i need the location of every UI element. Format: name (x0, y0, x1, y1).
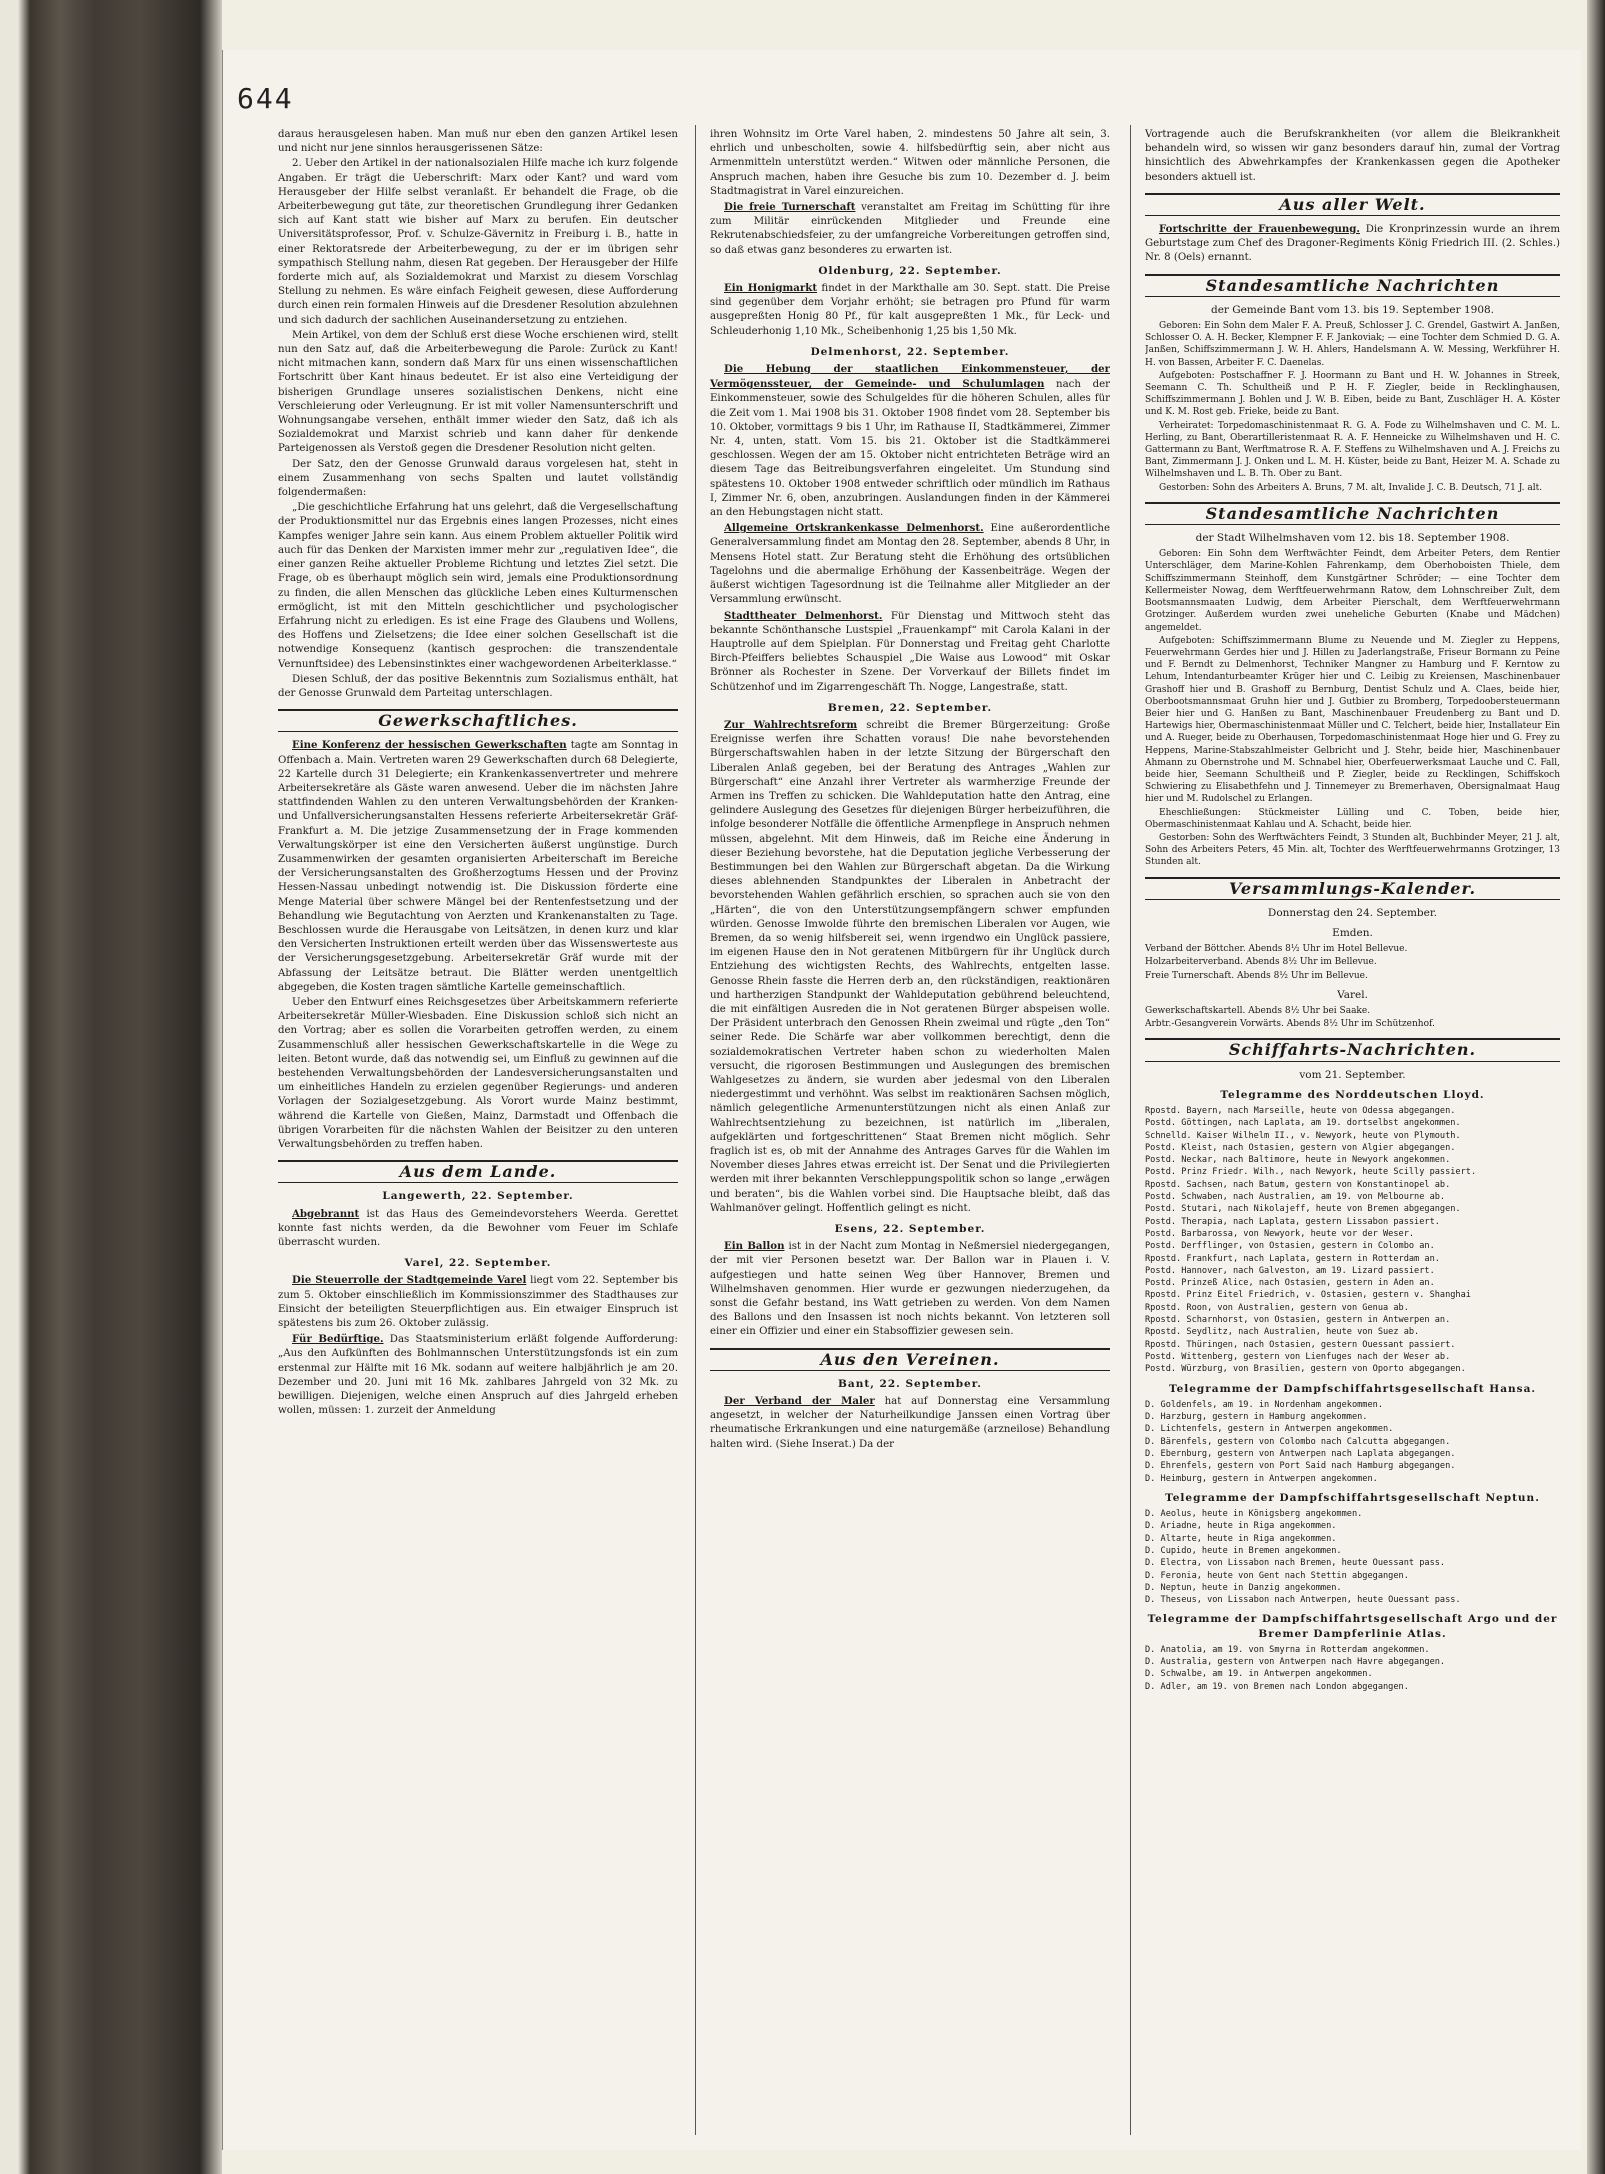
calendar-entry: Gewerkschaftskartell. Abends 8½ Uhr bei Saake. (1145, 1005, 1371, 1016)
article (710, 609, 1110, 695)
ship-entry: Postd. Göttingen, nach Laplata, am 19. dortselbst angekommen. (1145, 1118, 1461, 1129)
ship-entry: Postd. Prinz Friedr. Wilh., nach Newyork, heute Scilly passiert. (1145, 1167, 1477, 1178)
article-text: ist das Haus des Gemeindevorstehers Weerda. Gerettet konnte fast nichts werden, da die Bewohner vom Feuer im Schlafe überrascht wurden. (278, 1208, 678, 1249)
article-text: liegt vom 22. September bis zum 5. Oktober einschließlich im Kommissionszimmer des Stadthauses zur Einsicht der beteiligten Steuerpflichtigen aus. Ein etwaiger Einspruch ist spätestens bis zum 26. Oktober zulässig. (278, 1275, 678, 1330)
article (710, 1394, 1110, 1452)
dateline: Bremen, 22. September. (827, 701, 993, 714)
ship-list (1145, 1105, 1560, 1376)
article-lead: Für Bedürftige. (292, 1333, 384, 1346)
article-lead: Fortschritte der Frauenbewegung. (1159, 223, 1360, 236)
section-heading: Aus den Vereinen. (710, 1348, 1110, 1371)
column-rule (695, 125, 696, 2135)
register-entry: Gestorben: Sohn des Arbeiters A. Bruns, 7 M. alt, Invalide J. C. B. Deutsch, 71 J. alt. (1159, 482, 1543, 493)
ship-entry: Rpostd. Sachsen, nach Batum, gestern von Konstantinopel ab. (1145, 1179, 1451, 1190)
paragraph: Der Satz, den der Genosse Grunwald daraus vorgelesen hat, steht in einem Zusammenhang von sechs Spalten und lautet vollständig folgendermaßen: (278, 458, 678, 499)
dateline: Esens, 22. September. (834, 1223, 986, 1236)
ship-entry: D. Ariadne, heute in Riga angekommen. (1145, 1521, 1337, 1532)
ship-entry: Postd. Würzburg, von Brasilien, gestern von Oporto abgegangen. (1145, 1364, 1466, 1375)
article-text: findet in der Markthalle am 30. Sept. statt. Die Preise sind gegenüber dem Vorjahr erhöht; sie betragen pro Pfund für warm ausgepreßten Honig 80 Pf., für kalt ausgepreßten 1 Mk., für Leck- und Schleuderhonig 1,10 Mk., Scheibenhonig 1,25 bis 1,50 Mk. (710, 283, 1110, 337)
ship-entry: Rpostd. Frankfurt, nach Laplata, gestern in Rotterdam an. (1145, 1253, 1440, 1264)
calendar-entry: Verband der Böttcher. Abends 8½ Uhr im Hotel Bellevue. (1145, 944, 1408, 955)
article-lead: Ein Honigmarkt (724, 282, 818, 295)
paragraph: Mein Artikel, von dem der Schluß erst diese Woche erschienen wird, stellt nun den Satz auf, daß die Arbeiterbewegung die Parole: Zurück zu Kant! nicht mitmachen kann, sondern daß Marx für uns einen wissenschaftlichen Fortschritt über Kant hinaus bedeutet. Er ist also eine Verteidigung der bisherigen Grundlage unseres sozialistischen Denkens, nicht eine Verschleierung oder Verleugnung. Er ist mit voller Namensunterschrift und Wohnungsangabe versehen, enthält immer wieder den Satz, daß ich als Sozialdemokrat und Marxist schrieb und kann daher für denkende Parteigenossen als Verstoß gegen die Dresdener Resolution nicht gelten. (278, 329, 678, 455)
article-text: tagte am Sonntag in Offenbach a. Main. Vertreten waren 29 Gewerkschaften durch 68 Delegierte, 22 Kartelle durch 31 Delegierte; ein Krankenkassenvertreter und mehrere Arbeitersekretäre als Gäste waren anwesend. Ueber die im nächsten Jahre stattfindenden Wahlen zu den unteren Verwaltungsbehörden der Kranken- und Unfallversicherungsanstalten Hessens referierte Arbeitersekretär Gräf-Frankfurt a. M. Die jetzige Zusammensetzung der in Frage kommenden Verwaltungskörper ist eine den Versicherten äußerst ungünstige. Durch Zusammenwirken der gesamten organisierten Arbeiterschaft im Bereiche der Versicherungsanstalten des Großherzogtums Hessen und der Provinz Hessen-Nassau unbedingt notwendig ist. Die Diskussion förderte eine Menge Material über schwere Mängel bei der Rentenfestsetzung und der Behandlung wie Begutachtung von Aerzten und Krankenanstalten zu Tage. Beschlossen wurde die Herausgabe von Leitsätzen, in denen kurz und klar den Versicherten Instruktionen erteilt werden über das Wissenswerteste aus der Versicherungsgesetzgebung. Arbeitersekretär Gräf wurde mit der Abfassung der Leitsätze betraut. Die Blätter werden unentgeltlich abgegeben, die Kosten tragen sämtliche Kartelle gemeinschaftlich. (278, 740, 678, 993)
article (1145, 222, 1560, 266)
article-lead: Stadttheater Delmenhorst. (724, 609, 883, 622)
ship-entry: Postd. Wittenberg, gestern von Lienfuges nach der Weser ab. (1145, 1351, 1451, 1362)
article (710, 521, 1110, 607)
subheading: vom 21. September. (1299, 1068, 1406, 1081)
subheading: Emden. (1332, 926, 1373, 939)
ship-entry: D. Australia, gestern von Antwerpen nach Havre abgegangen. (1145, 1657, 1446, 1668)
ship-entry: D. Cupido, heute in Bremen angekommen. (1145, 1545, 1342, 1556)
dateline: Varel, 22. September. (404, 1257, 552, 1270)
article-text: Das Staatsministerium erläßt folgende Aufforderung: „Aus den Aufkünften des Bohlmannschen Unterstützungsfonds ist ein zum erstenmal zur Hälfte mit 16 Mk. sodann auf weitere halbjährlich je am 20. Dezember und 20. Juni mit 16 Mk. zahlbares Jahrgeld von 32 Mk. zu bewilligen. Diejenigen, welche einen Anspruch auf dies Jahrgeld erheben wollen, müssen: 1. zurzeit der Anmeldung (278, 1334, 678, 1417)
calendar-entry: Freie Turnerschaft. Abends 8½ Uhr im Bellevue. (1145, 970, 1368, 981)
article-text: Eine außerordentliche Generalversammlung findet am Montag den 28. September, abends 8 Uhr, in Mensens Hotel statt. Zur Beratung steht die Erhöhung des ortsüblichen Tagelohns und die abermalige Erhöhung der Kassenbeiträge. Wegen der äußerst wichtigen Tagesordnung ist die Teilnahme aller Mitglieder an der Versammlung erwünscht. (710, 523, 1110, 606)
page-edge (1587, 0, 1605, 2174)
ship-entry: D. Lichtenfels, gestern in Antwerpen angekommen. (1145, 1424, 1394, 1435)
ship-list (1145, 1399, 1560, 1485)
ship-entry: Postd. Hannover, nach Galveston, am 19. Lizard passiert. (1145, 1265, 1435, 1276)
article-text: hat auf Donnerstag eine Versammlung angesetzt, in welcher der Naturheilkundige Janssen einen Vortrag über rheumatische Erkrankungen und eine naturgemäße (arzneilose) Behandlung halten wird. (Siehe Inserat.) Da der (710, 1396, 1110, 1450)
dateline: Oldenburg, 22. September. (818, 264, 1002, 277)
ship-list (1145, 1508, 1560, 1606)
telegram-heading: Telegramme der Dampfschiffahrtsgesellschaft Neptun. (1165, 1491, 1540, 1504)
column-rule (1130, 125, 1131, 2135)
article-lead: Abgebrannt (292, 1207, 360, 1220)
ship-entry: Postd. Barbarossa, von Newyork, heute vor der Weser. (1145, 1228, 1415, 1239)
article-text: veranstaltet am Freitag im Schütting für ihre zum Militär einrückenden Mitglieder und Freunde eine Rekrutenabschiedsfeier, zu der umfangreiche Vorbereitungen getroffen sind, so daß etwas ganz besonderes zu erwarten ist. (710, 202, 1110, 256)
ship-entry: Postd. Therapia, nach Laplata, gestern Lissabon passiert. (1145, 1216, 1440, 1227)
ship-entry: Rpostd. Roon, von Australien, gestern von Genua ab. (1145, 1302, 1409, 1313)
ship-entry: D. Adler, am 19. von Bremen nach London abgegangen. (1145, 1681, 1409, 1692)
article-lead: Die Steuerrolle der Stadtgemeinde Varel (292, 1274, 527, 1287)
section-heading: Schiffahrts-Nachrichten. (1145, 1038, 1560, 1061)
calendar-entry: Holzarbeiterverband. Abends 8½ Uhr im Bellevue. (1145, 957, 1377, 968)
ship-entry: D. Aeolus, heute in Königsberg angekommen. (1145, 1509, 1363, 1520)
ship-entry: Postd. Kleist, nach Ostasien, gestern von Algier abgegangen. (1145, 1142, 1456, 1153)
ship-entry: Schnelld. Kaiser Wilhelm II., v. Newyork, heute von Plymouth. (1145, 1130, 1461, 1141)
ship-entry: Postd. Schwaben, nach Australien, am 19. von Melbourne ab. (1145, 1192, 1446, 1203)
register-entry: Gestorben: Sohn des Werftwächters Feindt, 3 Stunden alt, Buchbinder Meyer, 21 J. alt, Sohn des Arbeiters Peters, 45 Min. alt, Tochter des Werftfeuerwehrmanns Grotzinger, 13 Stunden alt. (1145, 832, 1560, 868)
telegram-heading: Telegramme der Dampfschiffahrtsgesellschaft Argo und der Bremer Dampferlinie Atlas. (1147, 1613, 1558, 1640)
subheading: Donnerstag den 24. September. (1267, 906, 1438, 919)
column-1 (278, 128, 678, 2128)
ship-entry: Postd. Neckar, nach Baltimore, heute in Newyork angekommen. (1145, 1155, 1451, 1166)
section-heading: Standesamtliche Nachrichten (1145, 274, 1560, 297)
article-text: Die Kronprinzessin wurde an ihrem Geburtstage zum Chef des Dragoner-Regiments König Friedrich III. (2. Schles.) Nr. 8 (Oels) ernannt. (1145, 224, 1560, 264)
article (710, 362, 1110, 520)
ship-entry: Postd. Prinzeß Alice, nach Ostasien, gestern in Aden an. (1145, 1278, 1435, 1289)
dateline: Langewerth, 22. September. (382, 1190, 574, 1203)
article-lead: Ein Ballon (724, 1240, 785, 1253)
ship-entry: Rpostd. Thüringen, nach Ostasien, gestern Ouessant passiert. (1145, 1339, 1456, 1350)
article-text: nach der Einkommensteuer, sowie des Schulgeldes für die höheren Schulen, alles für die Zeit vom 1. Mai 1908 bis 31. Oktober 1908 findet vom 28. September bis 10. Oktober, vormittags 9 bis 1 Uhr, im Rathause II, Stadtkämmerei, Zimmer Nr. 4, unten, statt. Vom 15. bis 21. Oktober ist die Stadtkämmerei geschlossen. Wegen der am 15. Oktober nicht entrichteten Beträge wird an diesem Tage das Beitreibungsverfahren eingeleitet. Um Stundung sind spätestens 10. Oktober 1908 entweder schriftlich oder mündlich im Rathaus I, Zimmer Nr. 6, oben, anzubringen. Auslandungen finden in der Kämmerei an den Hebungstagen nicht statt. (710, 379, 1110, 519)
ship-entry: D. Ebernburg, gestern von Antwerpen nach Laplata abgegangen. (1145, 1448, 1456, 1459)
ship-entry: Postd. Derfflinger, von Ostasien, gestern in Colombo an. (1145, 1241, 1435, 1252)
register-entry: Geboren: Ein Sohn dem Werftwächter Feindt, dem Arbeiter Peters, dem Rentier Unterschläger, dem Marine-Kohlen Fahrenkamp, dem Oberhoboisten Thiele, dem Schiffszimmermann Steinhoff, dem Kunstgärtner Schröder; — eine Tochter dem Kellermeister Nowag, dem Werftfeuerwehrmann Ratow, dem Lohnschreiber Zult, dem Bootsmannsmaaten Ludwig, dem Arbeiter Pierschalt, dem Werftfeuerwehrmann Grotzinger. Außerdem wurden zwei uneheliche Geburten (Knabe und Mädchen) angemeldet. (1145, 549, 1560, 633)
article (710, 200, 1110, 258)
paragraph: ihren Wohnsitz im Orte Varel haben, 2. mindestens 50 Jahre alt sein, 3. ehrlich und unbescholten, sowie 4. hilfsbedürftig sein, aber nicht aus Armenmitteln unterstützt werden.“ Witwen oder männliche Personen, die Anspruch machen, haben ihre Gesuche bis zum 10. Dezember d. J. beim Stadtmagistrat in Varel einzureichen. (710, 129, 1110, 197)
ship-entry: Rpostd. Prinz Eitel Friedrich, v. Ostasien, gestern v. Shanghai (1145, 1290, 1471, 1301)
article (278, 1207, 678, 1251)
register-entry: Aufgeboten: Schiffszimmermann Blume zu Neuende und M. Ziegler zu Heppens, Feuerwehrmann Gerdes hier und J. Hillen zu Jaderlangstraße, Friseur Bormann zu Peine und F. Berndt zu Delmenhorst, Techniker Mangner zu Hamburg und F. Kerntow zu Lehum, Intendanturbeamter Krüger hier und C. Leibig zu Kreiensen, Maschinenbauer Grashoff hier und B. Grashoff zu Bernburg, Dentist Schulz und A. Claes, beide hier, Oberbootsmannsmaat Gruhn hier und J. Gutbier zu Bromberg, Torpedoobersteuermann Beier hier und G. Hanßen zu Bant, Maschinenbauer Freudenberg zu Bant und D. Hartewigs hier, Obermaschinistenmaat Müller und C. Telchert, beide hier, Installateur Ein und A. Rueger, beide zu Oberhausen, Torpedomaschinistenmaat Hoge hier und G. Frey zu Heppens, Marine-Stabszahlmeister Gelbricht und J. Stehr, beide hier, Maschinenbauer Ahmann zu Obernstrohe und M. Schnabel hier, Oberfeuerwerksmaat Lauche und C. Fall, beide hier, Seemann Schultheiß und P. Ziegler, beide zu Recklingen, Schiffskoch Schwiering zu Elisabethfehn und J. Tinnemeyer zu Bremerhaven, Obersignalmaat Haug hier und M. Rudolschel zu Erlangen. (1145, 635, 1560, 805)
ship-entry: D. Ehrenfels, gestern von Port Said nach Hamburg abgegangen. (1145, 1461, 1456, 1472)
article (710, 718, 1110, 1216)
quote: „Die geschichtliche Erfahrung hat uns gelehrt, daß die Vergesellschaftung der Produktionsmittel nur das Ergebnis eines langen Prozesses, nicht eines Kampfes weniger Jahre sein kann. Aus einem Problem aktueller Politik wird auch für das Denken der Marxisten immer mehr zur „regulativen Idee“, die einer ganzen Reihe aktueller Probleme Richtung und letztes Ziel setzt. Die Frage, ob es überhaupt möglich sein wird, jemals eine Produktionsordnung zu finden, die allen Menschen das glückliche Leben eines Kulturmenschen ermöglicht, ist mit den Mitteln geschichtlicher und psychologischer Erfahrung nicht zu erledigen. Es ist eine Frage des Glaubens und Wollens, des Hoffens und Zielsetzens; die Idee einer solchen Gesellschaft ist die notwendige Konsequenz (kantisch gesprochen: die transzendentale Vernunftsidee) des Lebensinstinktes einer wachgewordenen Arbeiterklasse.“ (278, 502, 678, 670)
article-lead: Zur Wahlrechtsreform (724, 718, 858, 731)
subheading: der Gemeinde Bant vom 13. bis 19. September 1908. (1210, 303, 1495, 316)
ship-list (1145, 1644, 1560, 1693)
article-lead: Die Hebung der staatlichen Einkommensteuer, der Vermögenssteuer, der Gemeinde- und Schulumlagen (710, 363, 1110, 391)
section-heading: Versammlungs-Kalender. (1145, 877, 1560, 900)
ship-entry: D. Anatolia, am 19. von Smyrna in Rotterdam angekommen. (1145, 1644, 1430, 1655)
article-text: Für Dienstag und Mittwoch steht das bekannte Schönthansche Lustspiel „Frauenkampf“ mit Carola Kalani in der Hauptrolle auf dem Spielplan. Für Donnerstag und Freitag geht Charlotte Birch-Pfeiffers beliebtes Schauspiel „Die Waise aus Lowood“ mit Oskar Brönner als Rochester in Szene. Der Vorverkauf der Billets findet im Schützenhof und im Zigarrengeschäft Th. Nogge, Langestraße, statt. (710, 610, 1110, 693)
subheading: der Stadt Wilhelmshaven vom 12. bis 18. September 1908. (1195, 532, 1510, 545)
telegram-heading: Telegramme der Dampfschiffahrtsgesellschaft Hansa. (1168, 1382, 1537, 1395)
ship-entry: D. Harzburg, gestern in Hamburg angekommen. (1145, 1412, 1368, 1423)
section-heading: Aus aller Welt. (1145, 193, 1560, 216)
article (278, 738, 678, 995)
column-2 (710, 128, 1110, 2128)
ship-entry: D. Neptun, heute in Danzig angekommen. (1145, 1582, 1342, 1593)
ship-entry: D. Feronia, heute von Gent nach Stettin abgegangen. (1145, 1570, 1409, 1581)
article-text: schreibt die Bremer Bürgerzeitung: Große Ereignisse werfen ihre Schatten voraus! Die nahe bevorstehenden Bürgerschaftswahlen haben in der letzte Sitzung der Bürgerschaft den Liberalen Anlaß gegeben, bei der Beratung des Antrages „Wahlen zur Bürgerschaft“ eine Anzahl ihrer Vertreter als warmherzige Freunde der Armen ins Treffen zu schicken. Die Wahldeputation hatte den Antrag, eine gelindere Auslegung des Gesetzes für diejenigen Bürger herbeizuführen, die infolge besonderer Notfälle die öffentliche Armenpflege in Anspruch nehmen müssen, abgelehnt. Mit dem Hinweis, daß im Reiche eine Änderung in dieser Beziehung bevorstehe, hat die Deputation jegliche Verbesserung der Bestimmungen bei den Wahlen zur Bürgerschaft abgetan. Da die Wirkung dieses ablehnenden Standpunktes der Liberalen in Anbetracht der bevorstehenden Wahlen gefährlich erschien, so sprachen auch sie von den „Härten“, die von den Unterstützungsempfängern schwer empfunden würden. Genosse Imwolde führte den bremischen Liberalen vor Augen, wie Bremen, da so wenig hilfsbereit sei, wenn irgendwo ein Unglück passiere, im eigenen Hause den in Not geratenen Mitbürgern für ihr Unglück durch Entziehung des wichtigsten Rechts, des Wahlrechts, entgelten lasse. Genosse Rhein fasste die Herren derb an, den rückständigen, reaktionären und hartherzigen Standpunkt der Wahldeputation gebührend beleuchtend, die mit einfältigen Ausreden die in Not geratenen Bürger abspeisen wolle. Der Präsident unterbrach den Genossen Rhein zweimal und rügte „den Ton“ seiner Rede. Die Schärfe war aber vollkommen berechtigt, denn die sozialdemokratischen Vertreter haben schon zu wiederholten Malen versucht, die rigorosen Bestimmungen und Auslegungen des bremischen Wahlgesetzes zu ändern, sie wurden aber jedesmal von den Liberalen niedergestimmt und verhöhnt. Was selbst im reaktionären Sachsen möglich, nämlich gelegentliche Armenunterstützungen nicht als einen Anlaß zur Wahlrechtsentziehung zu bezeichnen, ist natürlich im „liberalen, aufgeklärten und fortgeschrittenen“ Staat Bremen nicht möglich. Sehr fraglich ist es, ob mit der Annahme des Antrages Garves für die Wahlen im November dieses Jahres etwas erreicht ist. Der Senat und die Privilegierten werden mit ihrer bekannten Verschleppungspolitik schon so lange „erwägen und beraten“, bis die Wahlen vorbei sind. Die Hauptsache bleibt, daß das Wahlmanöver gelingt. Hoffentlich gelingt es nicht. (710, 719, 1110, 1214)
register-entry: Eheschließungen: Stückmeister Lülling und C. Toben, beide hier, Obermaschinistenmaat Kahlau und A. Schacht, beide hier. (1145, 807, 1560, 830)
section-heading: Standesamtliche Nachrichten (1145, 502, 1560, 525)
page-number: 644 (237, 82, 294, 115)
paragraph: Ueber den Entwurf eines Reichsgesetzes über Arbeitskammern referierte Arbeitersekretär Müller-Wiesbaden. Eine Diskussion schloß sich nicht an den Vortrag; aber es sollen die Vorarbeiten getroffen werden, zu einem Zusammenschluß aller hessischen Gewerkschaftskartelle in die Wege zu leiten. Betont wurde, daß das notwendig sei, um Einfluß zu gewinnen auf die bestehenden Verwaltungsbehörden der Landesversicherungsanstalten und um einheitliches Handeln zu erzielen gegenüber Regierungs- und anderen Vorlagen der Sozialgesetzgebung. Als Vorort wurde Mainz bestimmt, während die Kartelle von Gießen, Mainz, Darmstadt und Offenbach die übrigen Vorarbeiten für die nächsten Wahlen der Beisitzer zu den unteren Verwaltungsbehörden zu treffen haben. (278, 996, 678, 1151)
section-heading: Gewerkschaftliches. (278, 709, 678, 732)
ship-entry: D. Goldenfels, am 19. in Nordenham angekommen. (1145, 1399, 1383, 1410)
article (278, 1332, 678, 1418)
newspaper-page (222, 50, 1581, 2150)
register-entry: Aufgeboten: Postschaffner F. J. Hoormann zu Bant und H. W. Johannes in Streek, Seemann C. Th. Schultheiß und P. H. F. Ziegler, beide in Recklinghausen, Schiffszimmermann J. Bohlen und J. W. B. Eiben, beide zu Bant, Zuschläger H. A. Köster und K. M. Rost geb. Frieke, beide zu Bant. (1145, 370, 1560, 418)
column-3 (1145, 128, 1560, 2128)
ship-entry: D. Theseus, von Lissabon nach Antwerpen, heute Ouessant pass. (1145, 1595, 1461, 1606)
article-lead: Die freie Turnerschaft (724, 201, 856, 214)
article (278, 1273, 678, 1331)
paragraph: daraus herausgelesen haben. Man muß nur eben den ganzen Artikel lesen und nicht nur jene sinnlos herausgerissenen Sätze: (278, 129, 678, 155)
ship-entry: D. Electra, von Lissabon nach Bremen, heute Ouessant pass. (1145, 1558, 1446, 1569)
article (710, 281, 1110, 339)
dateline: Delmenhorst, 22. September. (810, 345, 1010, 358)
register-entry: Geboren: Ein Sohn dem Maler F. A. Preuß, Schlosser J. C. Grendel, Gastwirt A. Janßen, Schlosser O. A. H. Becker, Klempner F. F. Jankoviak; — eine Tochter dem Schmied D. G. A. Janßen, Schiffszimmermann J. W. H. Ahlers, Handelsmann A. W. Messing, Werkführer H. H. von Bassen, Arbeiter F. C. Daenelas. (1145, 321, 1560, 368)
ship-entry: Rpostd. Bayern, nach Marseille, heute von Odessa abgegangen. (1145, 1106, 1456, 1116)
ship-entry: D. Bärenfels, gestern von Colombo nach Calcutta abgegangen. (1145, 1436, 1451, 1447)
calendar-entry: Arbtr.-Gesangverein Vorwärts. Abends 8½ Uhr im Schützenhof. (1145, 1019, 1435, 1030)
section-heading: Aus dem Lande. (278, 1160, 678, 1183)
paragraph: Diesen Schluß, der das positive Bekenntnis zum Sozialismus enthält, hat der Genosse Grunwald dem Parteitag unterschlagen. (278, 673, 678, 699)
article-lead: Der Verband der Maler (724, 1395, 875, 1408)
ship-entry: Rpostd. Scharnhorst, von Ostasien, gestern in Antwerpen an. (1145, 1315, 1451, 1326)
telegram-heading: Telegramme des Norddeutschen Lloyd. (1220, 1088, 1485, 1101)
register-entry: Verheiratet: Torpedomaschinistenmaat R. G. A. Fode zu Wilhelmshaven und C. M. L. Herling, zu Bant, Oberartilleristenmaat R. A. F. Henneicke zu Wilhelmshaven und H. C. Gattermann zu Bant, Werftmatrose R. A. F. Steffens zu Wilhelmshaven und A. J. Freichs zu Bant, Zimmermann J. J. Onken und L. M. H. Küster, beide zu Bant, Heizer M. A. Schade zu Wilhelmshaven und L. B. Th. Ober zu Bant. (1145, 420, 1560, 480)
ship-entry: D. Schwalbe, am 19. in Antwerpen angekommen. (1145, 1669, 1373, 1680)
dateline: Bant, 22. September. (838, 1377, 982, 1390)
paragraph: Vortragende auch die Berufskrankheiten (vor allem die Bleikrankheit behandeln wird, so wissen wir ganz besonders darauf hin, zumal der Vortrag hinsichtlich des Abwehrkampfes der Krankenkassen gegen die Apotheker besonders aktuell ist. (1145, 129, 1560, 183)
article-lead: Allgemeine Ortskrankenkasse Delmenhorst. (724, 522, 984, 535)
ship-entry: Rpostd. Seydlitz, nach Australien, heute von Suez ab. (1145, 1327, 1420, 1338)
article-text: ist in der Nacht zum Montag in Neßmersiel niedergegangen, der mit vier Personen besetzt war. Der Ballon war in Plauen i. V. aufgestiegen und hatte seinen Weg über Hannover, Bremen und Wilhelmshaven genommen. Hier wurde er gezwungen niederzugehen, da sonst die Gefahr bestand, ins Watt getrieben zu werden. Von dem Namen des Ballons und den Insassen ist noch nichts bekannt. Von letzteren soll einer ein Offizier und einer ein Stabsoffizier gewesen sein. (710, 1241, 1110, 1338)
ship-entry: D. Altarte, heute in Riga angekommen. (1145, 1533, 1337, 1544)
book-spine (0, 0, 222, 2174)
subheading: Varel. (1337, 988, 1368, 1001)
paragraph: 2. Ueber den Artikel in der nationalsozialen Hilfe mache ich kurz folgende Angaben. Er trägt die Ueberschrift: Marx oder Kant? und ward vom Herausgeber der Hilfe selbst veranlaßt. Er behandelt die Frage, ob die Arbeiterbewegung gut täte, zur theoretischen Grundlegung ihrer Gedanken sich auf Kant statt wie bisher auf Marx zu berufen. Ein deutscher Universitätsprofessor, Prof. v. Schulze-Gävernitz in Freiburg i. B., hatte in einer Rektoratsrede der Arbeiterbewegung, zu der er im übrigen sehr sympathisch Stellung nahm, diesen Rat gegeben. Der Herausgeber der Hilfe forderte mich auf, als Sozialdemokrat und Marxist zu diesem Vorschlag Stellung zu nehmen. Es wäre einfach Feigheit gewesen, diese Aufforderung durch einen rein formalen Hinweis auf die Dresdener Resolution abzulehnen und sich dadurch der sachlichen Auseinandersetzung zu entziehen. (278, 158, 678, 326)
article-lead: Eine Konferenz der hessischen Gewerkschaften (292, 739, 567, 752)
ship-entry: D. Heimburg, gestern in Antwerpen angekommen. (1145, 1473, 1378, 1484)
article (710, 1239, 1110, 1339)
ship-entry: Postd. Stutari, nach Nikolajeff, heute von Bremen abgegangen. (1145, 1204, 1461, 1215)
